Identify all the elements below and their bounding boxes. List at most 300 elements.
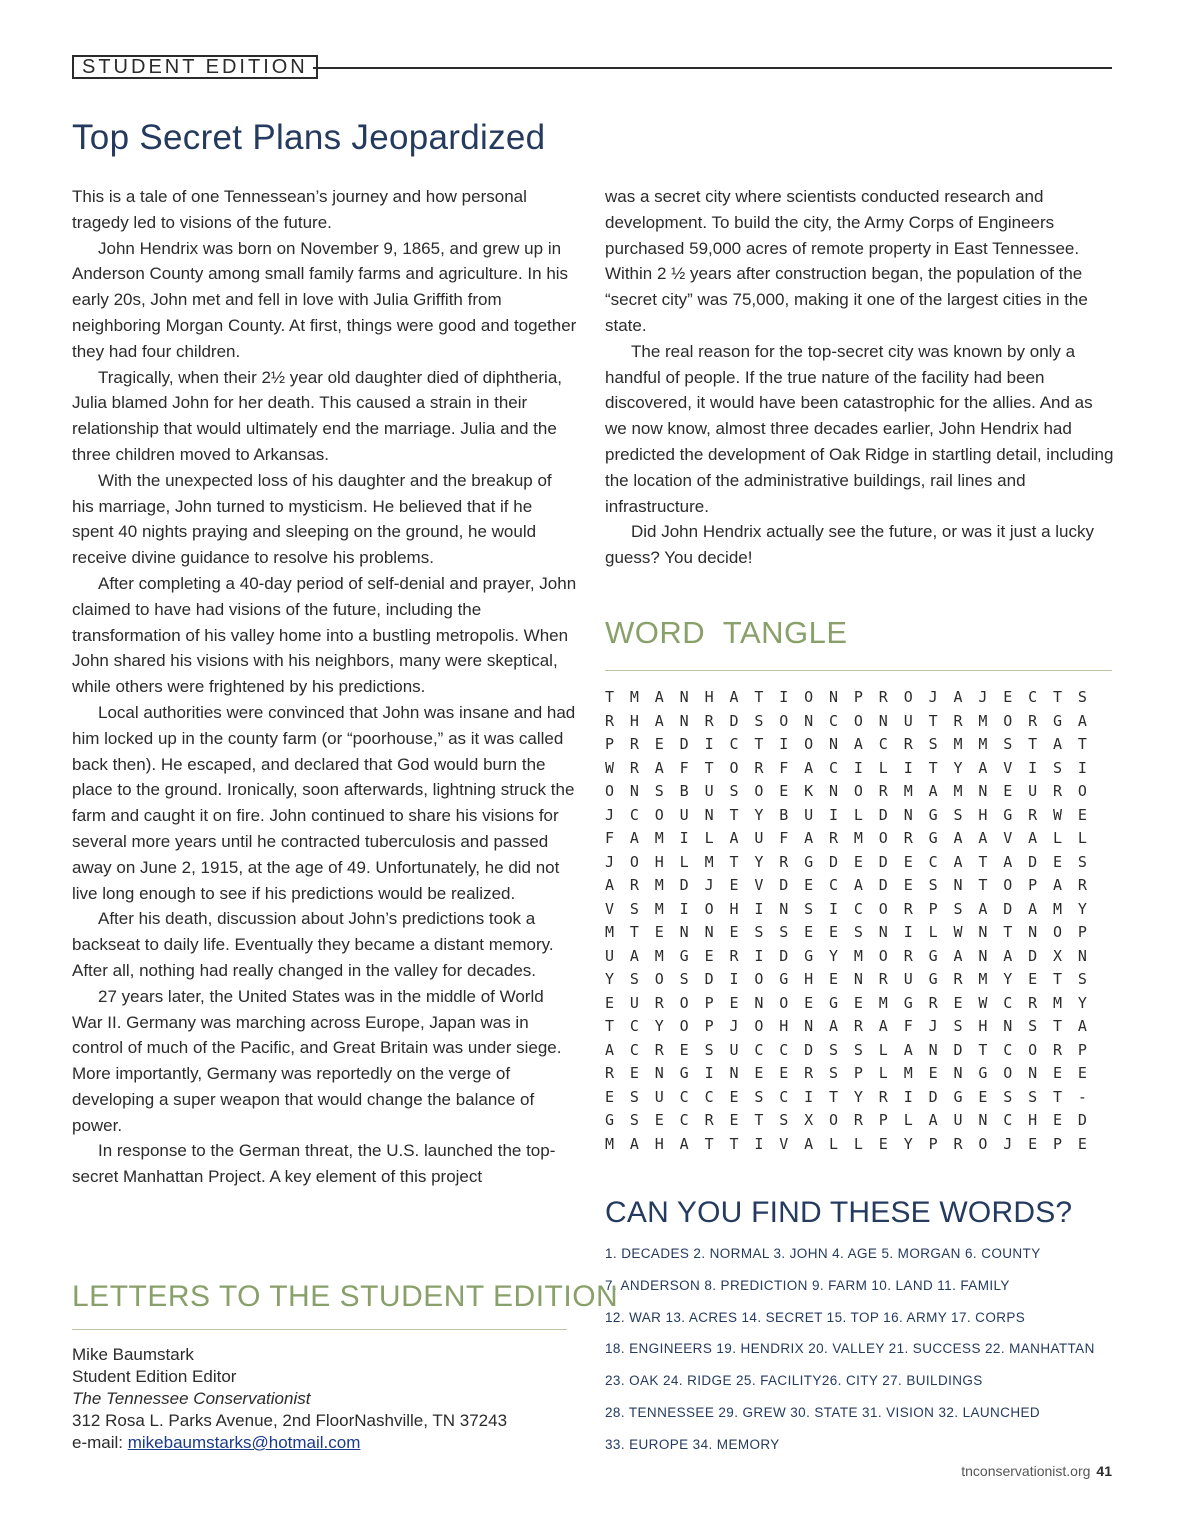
article-paragraph: The real reason for the top-secret city was known by only a handful of people. If the true nature of the facility had been discovered, it would have been catastrophic for the allies. And as we now know, almost three decades earlier, John Hendrix had predicted the development of Oak Ridge in startling detail, including the location of the administrative buildings, rail lines and infrastructure. <box>605 341 1114 516</box>
grid-letter: P <box>704 1017 714 1035</box>
article-paragraph: Local authorities were convinced that John was insane and had him locked up in the county farm (or “poorhouse,” as it was called back then). He escaped, and declared that God would burn the place to the ground. Ironically, soon afterwards, lightning struck the farm and caught it on fire. John continued to share his visions for several more years until he contracted tuberculosis and passed away on June 2, 1915, at the age of 49. Unfortunately, he did not live long enough to see if his predictions would be realized. <box>72 702 576 903</box>
grid-letter: Y <box>903 1134 913 1153</box>
grid-letter: R <box>629 758 639 777</box>
grid-letter: O <box>804 688 814 706</box>
grid-letter: S <box>704 1040 714 1059</box>
grid-letter: T <box>1077 735 1087 753</box>
grid-letter: G <box>928 805 938 824</box>
grid-letter: L <box>928 923 938 941</box>
grid-letter: X <box>804 1111 814 1129</box>
grid-letter: C <box>679 1087 689 1106</box>
grid-letter: U <box>629 993 639 1012</box>
grid-letter: E <box>1003 688 1013 706</box>
grid-letter: N <box>654 1064 664 1082</box>
page-footer <box>961 1463 1112 1479</box>
grid-letter: R <box>953 1134 963 1153</box>
publication-name: The Tennessee Conservationist <box>72 1389 311 1408</box>
grid-letter: U <box>754 829 764 847</box>
grid-letter: D <box>1077 1111 1087 1129</box>
grid-letter: R <box>754 758 764 777</box>
letters-heading: LETTERS TO THE STUDENT EDITION <box>72 1280 619 1313</box>
grid-letter: H <box>654 852 664 871</box>
grid-letter: O <box>605 782 615 800</box>
grid-letter: A <box>928 1111 938 1129</box>
grid-letter: E <box>729 1111 739 1129</box>
grid-row <box>605 968 1103 992</box>
article-left-column <box>72 184 578 1190</box>
grid-letter: O <box>878 946 888 965</box>
grid-letter: E <box>903 876 913 894</box>
grid-letter: N <box>829 688 839 706</box>
grid-letter: N <box>953 1064 963 1082</box>
grid-letter: L <box>704 829 714 847</box>
grid-letter: M <box>1053 899 1063 918</box>
grid-letter: E <box>654 923 664 941</box>
grid-letter: J <box>1003 1134 1013 1153</box>
grid-letter: L <box>878 758 888 777</box>
article-paragraph: In response to the German threat, the U.S. launched the top-secret Manhattan Project. A key element of this project <box>72 1141 556 1187</box>
grid-letter: D <box>704 970 714 988</box>
grid-letter: G <box>605 1111 615 1129</box>
grid-letter: I <box>903 1087 913 1106</box>
grid-letter: P <box>853 688 863 706</box>
grid-letter: S <box>729 782 739 800</box>
footer-site: tnconservationist.org <box>961 1463 1091 1479</box>
grid-letter: E <box>878 1134 888 1153</box>
grid-letter: H <box>978 1017 988 1035</box>
grid-letter: E <box>779 782 789 800</box>
grid-letter: N <box>729 1064 739 1082</box>
grid-letter: E <box>629 1064 639 1082</box>
grid-letter: W <box>1053 805 1063 824</box>
find-words-heading: CAN YOU FIND THESE WORDS? <box>605 1196 1073 1229</box>
word-tangle-rule <box>605 670 1112 671</box>
grid-letter: T <box>978 852 988 871</box>
grid-letter: C <box>829 876 839 894</box>
grid-letter: R <box>878 1087 888 1106</box>
grid-letter: T <box>729 852 739 871</box>
grid-letter: U <box>953 1111 963 1129</box>
grid-letter: E <box>853 852 863 871</box>
grid-letter: I <box>829 805 839 824</box>
grid-letter: S <box>629 970 639 988</box>
grid-letter: X <box>1053 946 1063 965</box>
grid-letter: H <box>1028 1111 1038 1129</box>
editor-role: Student Edition Editor <box>72 1367 237 1386</box>
grid-letter: A <box>853 735 863 753</box>
grid-letter: S <box>629 1087 639 1106</box>
grid-letter: H <box>629 711 639 730</box>
grid-letter: A <box>729 688 739 706</box>
grid-letter: W <box>605 758 615 777</box>
grid-letter: K <box>804 782 814 800</box>
grid-letter: O <box>804 735 814 753</box>
grid-letter: S <box>829 1040 839 1059</box>
grid-letter: I <box>754 946 764 965</box>
grid-letter: D <box>804 1040 814 1059</box>
grid-letter: U <box>903 970 913 988</box>
grid-letter: S <box>754 1087 764 1106</box>
grid-letter: D <box>878 805 888 824</box>
grid-letter: T <box>629 923 639 941</box>
grid-letter: D <box>953 1040 963 1059</box>
grid-letter: F <box>779 829 789 847</box>
grid-letter: R <box>903 946 913 965</box>
grid-letter: Y <box>953 758 963 777</box>
grid-letter: E <box>679 1040 689 1059</box>
grid-letter: R <box>878 782 888 800</box>
grid-letter: R <box>928 993 938 1012</box>
grid-letter: E <box>729 876 739 894</box>
grid-letter: T <box>1003 923 1013 941</box>
grid-letter: D <box>928 1087 938 1106</box>
grid-letter: N <box>829 735 839 753</box>
grid-letter: S <box>1028 1087 1038 1106</box>
grid-letter: E <box>804 876 814 894</box>
grid-letter: E <box>829 923 839 941</box>
grid-letter: O <box>1003 876 1013 894</box>
student-edition-label: STUDENT EDITION <box>72 55 318 79</box>
grid-letter: A <box>629 946 639 965</box>
grid-letter: B <box>679 782 689 800</box>
grid-letter: E <box>853 993 863 1012</box>
grid-letter: O <box>629 852 639 871</box>
grid-letter: S <box>679 970 689 988</box>
grid-letter: H <box>978 805 988 824</box>
grid-letter: A <box>804 758 814 777</box>
grid-letter: M <box>1053 993 1063 1012</box>
grid-letter: S <box>779 1111 789 1129</box>
grid-letter: U <box>729 1040 739 1059</box>
grid-letter: V <box>1003 758 1013 777</box>
grid-letter: T <box>754 1111 764 1129</box>
grid-letter: E <box>1028 1134 1038 1153</box>
grid-letter: L <box>878 1064 888 1082</box>
grid-letter: E <box>1053 1111 1063 1129</box>
grid-letter: E <box>1053 852 1063 871</box>
grid-letter: P <box>1077 1040 1087 1059</box>
grid-letter: J <box>605 805 615 824</box>
grid-letter: A <box>804 1134 814 1153</box>
grid-letter: R <box>804 1064 814 1082</box>
grid-letter: O <box>853 711 863 730</box>
page-number: 41 <box>1096 1463 1112 1479</box>
grid-letter: A <box>1053 876 1063 894</box>
grid-letter: C <box>829 758 839 777</box>
article-paragraph: After completing a 40-day period of self-denial and prayer, John claimed to have had visions of the future, including the transformation of his valley home into a bustling metropolis. When John shared his visions with his neighbors, many were skeptical, while others were frightened by his predictions. <box>72 573 577 697</box>
grid-letter: V <box>1003 829 1013 847</box>
grid-letter: I <box>804 1087 814 1106</box>
grid-letter: C <box>729 735 739 753</box>
grid-letter: S <box>1003 735 1013 753</box>
grid-letter: D <box>779 876 789 894</box>
grid-letter: L <box>1053 829 1063 847</box>
grid-row <box>605 1133 1103 1157</box>
article-paragraph: Did John Hendrix actually see the future, or was it just a lucky guess? You decide! <box>605 522 1094 568</box>
grid-letter: H <box>804 970 814 988</box>
article-paragraph: With the unexpected loss of his daughter and the breakup of his marriage, John turned to mysticism. He believed that if he spent 40 nights praying and sleeping on the ground, he would receive divine guidance to resolve his problems. <box>72 470 552 568</box>
grid-letter: R <box>654 993 664 1012</box>
grid-letter: M <box>878 993 888 1012</box>
grid-letter: N <box>1003 1017 1013 1035</box>
grid-letter: N <box>679 923 689 941</box>
grid-letter: R <box>704 1111 714 1129</box>
grid-letter: G <box>804 852 814 871</box>
grid-letter: L <box>903 1111 913 1129</box>
grid-letter: T <box>1053 1017 1063 1035</box>
grid-letter: A <box>953 946 963 965</box>
grid-letter: E <box>903 852 913 871</box>
word-list-line: 12. WAR 13. ACRES 14. SECRET 15. TOP 16. ARMY 17. CORPS <box>605 1309 1026 1325</box>
grid-letter: I <box>1028 758 1038 777</box>
grid-letter: O <box>679 993 689 1012</box>
grid-letter: U <box>804 805 814 824</box>
grid-letter: H <box>654 1134 664 1153</box>
grid-letter: A <box>1003 946 1013 965</box>
grid-letter: I <box>779 688 789 706</box>
grid-letter: C <box>1003 1040 1013 1059</box>
grid-letter: G <box>928 829 938 847</box>
grid-letter: O <box>1028 1040 1038 1059</box>
article-paragraph: was a secret city where scientists conducted research and development. To build the city, the Army Corps of Engineers purchased 59,000 acres of remote property in East Tennessee. Within 2 ½ years after construction began, the population of the “secret city” was 75,000, making it one of the largest cities in the state. <box>605 187 1088 335</box>
grid-letter: M <box>605 923 615 941</box>
grid-letter: I <box>903 758 913 777</box>
grid-letter: J <box>928 688 938 706</box>
grid-letter: N <box>829 782 839 800</box>
grid-letter: O <box>853 782 863 800</box>
grid-letter: R <box>903 899 913 918</box>
grid-letter: S <box>1028 1017 1038 1035</box>
grid-letter: N <box>878 711 888 730</box>
grid-letter: O <box>779 711 789 730</box>
grid-letter: L <box>679 852 689 871</box>
grid-letter: I <box>679 899 689 918</box>
grid-letter: G <box>953 1087 963 1106</box>
grid-letter: A <box>729 829 739 847</box>
grid-row <box>605 1015 1103 1039</box>
grid-letter: T <box>1053 688 1063 706</box>
grid-letter: A <box>654 758 664 777</box>
grid-letter: R <box>1053 1040 1063 1059</box>
grid-letter: A <box>629 829 639 847</box>
grid-row <box>605 898 1103 922</box>
grid-letter: E <box>1077 805 1087 824</box>
grid-row <box>605 1039 1103 1063</box>
grid-letter: P <box>928 899 938 918</box>
grid-letter: D <box>679 735 689 753</box>
grid-letter: P <box>878 1111 888 1129</box>
header-rule <box>313 67 1112 69</box>
grid-letter: I <box>704 735 714 753</box>
grid-letter: N <box>978 923 988 941</box>
grid-letter: A <box>1053 735 1063 753</box>
grid-letter: A <box>978 899 988 918</box>
word-search-grid <box>605 686 1103 1156</box>
grid-letter: R <box>853 1017 863 1035</box>
grid-letter: S <box>928 876 938 894</box>
grid-letter: U <box>679 805 689 824</box>
grid-letter: S <box>953 805 963 824</box>
grid-letter: I <box>853 758 863 777</box>
grid-letter: N <box>804 1017 814 1035</box>
grid-letter: M <box>629 688 639 706</box>
grid-letter: I <box>754 1134 764 1153</box>
grid-letter: E <box>1028 970 1038 988</box>
grid-letter: F <box>779 758 789 777</box>
grid-letter: E <box>729 923 739 941</box>
grid-letter: S <box>853 1040 863 1059</box>
grid-letter: O <box>1077 782 1087 800</box>
article-paragraph: This is a tale of one Tennessean’s journey and how personal tragedy led to visions of the future. <box>72 187 527 232</box>
grid-letter: O <box>829 1111 839 1129</box>
grid-letter: N <box>878 923 888 941</box>
grid-letter: I <box>729 970 739 988</box>
grid-letter: D <box>679 876 689 894</box>
email-link[interactable]: mikebaumstarks@hotmail.com <box>127 1433 361 1452</box>
grid-letter: I <box>754 899 764 918</box>
grid-letter: N <box>853 970 863 988</box>
grid-letter: S <box>853 923 863 941</box>
grid-letter: V <box>605 899 615 918</box>
grid-letter: L <box>853 805 863 824</box>
grid-letter: C <box>629 1040 639 1059</box>
grid-letter: S <box>928 735 938 753</box>
grid-letter: N <box>978 1111 988 1129</box>
grid-row <box>605 945 1103 969</box>
grid-letter: U <box>654 1087 664 1106</box>
grid-letter: M <box>654 876 664 894</box>
grid-letter: E <box>605 1087 615 1106</box>
grid-letter: O <box>679 1017 689 1035</box>
word-list <box>605 1241 1125 1464</box>
grid-letter: A <box>679 1134 689 1153</box>
grid-row <box>605 1086 1103 1110</box>
grid-letter: C <box>878 735 888 753</box>
grid-letter: L <box>878 1040 888 1059</box>
grid-letter: N <box>1028 1064 1038 1082</box>
grid-letter: U <box>1028 782 1038 800</box>
grid-letter: T <box>978 1040 988 1059</box>
grid-letter: C <box>629 1017 639 1035</box>
grid-letter: C <box>779 1040 789 1059</box>
grid-letter: P <box>605 735 615 753</box>
grid-letter: V <box>779 1134 789 1153</box>
grid-letter: G <box>903 993 913 1012</box>
grid-letter: Y <box>1077 899 1087 918</box>
grid-letter: A <box>1028 899 1038 918</box>
mailing-address: 312 Rosa L. Parks Avenue, 2nd FloorNashville, TN 37243 <box>72 1411 508 1430</box>
article-paragraph: John Hendrix was born on November 9, 1865, and grew up in Anderson County among small family farms and agriculture. In his early 20s, John met and fell in love with Julia Griffith from neighboring Morgan County. At first, things were good and together they had four children. <box>72 238 577 361</box>
grid-letter: R <box>829 829 839 847</box>
grid-letter: O <box>754 782 764 800</box>
grid-letter: T <box>1053 1087 1063 1106</box>
grid-letter: A <box>829 1017 839 1035</box>
grid-letter: D <box>1028 946 1038 965</box>
grid-letter: R <box>1028 805 1038 824</box>
grid-letter: T <box>1053 970 1063 988</box>
grid-letter: S <box>1077 970 1087 988</box>
grid-letter: P <box>1028 876 1038 894</box>
grid-letter: Y <box>754 805 764 824</box>
grid-letter: J <box>729 1017 739 1035</box>
grid-letter: S <box>629 899 639 918</box>
grid-letter: H <box>729 899 739 918</box>
grid-letter: T <box>829 1087 839 1106</box>
grid-letter: U <box>605 946 615 965</box>
grid-letter: A <box>1003 852 1013 871</box>
grid-letter: A <box>953 829 963 847</box>
grid-letter: S <box>754 923 764 941</box>
grid-letter: O <box>903 688 913 706</box>
grid-letter: M <box>903 1064 913 1082</box>
email-prefix: e-mail: <box>72 1433 128 1452</box>
grid-letter: M <box>654 899 664 918</box>
grid-letter: T <box>729 805 739 824</box>
grid-letter: T <box>704 1134 714 1153</box>
grid-letter: O <box>1053 923 1063 941</box>
grid-letter: N <box>804 711 814 730</box>
grid-letter: D <box>878 852 888 871</box>
grid-letter: I <box>679 829 689 847</box>
grid-letter: A <box>953 852 963 871</box>
grid-letter: G <box>779 970 789 988</box>
grid-letter: N <box>928 1040 938 1059</box>
grid-letter: S <box>829 1064 839 1082</box>
grid-letter: O <box>978 1134 988 1153</box>
grid-letter: M <box>654 829 664 847</box>
grid-letter: P <box>853 1064 863 1082</box>
grid-letter: O <box>779 993 789 1012</box>
grid-letter: E <box>978 1087 988 1106</box>
grid-letter: M <box>953 735 963 753</box>
grid-letter: E <box>928 1064 938 1082</box>
grid-letter: E <box>605 993 615 1012</box>
grid-letter: R <box>605 711 615 730</box>
grid-letter: R <box>779 852 789 871</box>
grid-letter: E <box>1077 1134 1087 1153</box>
grid-letter: D <box>878 876 888 894</box>
grid-letter: P <box>1053 1134 1063 1153</box>
grid-letter: R <box>605 1064 615 1082</box>
grid-letter: O <box>654 805 664 824</box>
grid-letter: T <box>754 735 764 753</box>
grid-letter: C <box>679 1111 689 1129</box>
grid-letter: I <box>903 923 913 941</box>
grid-letter: N <box>754 993 764 1012</box>
grid-letter: C <box>1028 688 1038 706</box>
grid-letter: N <box>629 782 639 800</box>
grid-letter: L <box>853 1134 863 1153</box>
grid-letter: A <box>1077 711 1087 730</box>
grid-letter: G <box>804 946 814 965</box>
grid-letter: A <box>605 1040 615 1059</box>
grid-letter: R <box>1028 993 1038 1012</box>
grid-letter: F <box>605 829 615 847</box>
grid-letter: I <box>829 899 839 918</box>
grid-letter: C <box>704 1087 714 1106</box>
grid-letter: H <box>779 1017 789 1035</box>
grid-row <box>605 827 1103 851</box>
grid-row <box>605 1109 1103 1133</box>
word-list-line: 28. TENNESSEE 29. GREW 30. STATE 31. VISION 32. LAUNCHED <box>605 1404 1041 1420</box>
grid-letter: A <box>953 688 963 706</box>
grid-letter: E <box>654 735 664 753</box>
grid-letter: A <box>804 829 814 847</box>
editor-contact <box>72 1344 592 1454</box>
grid-letter: A <box>878 1017 888 1035</box>
word-tangle-heading: WORD TANGLE <box>605 615 848 650</box>
grid-letter: P <box>928 1134 938 1153</box>
